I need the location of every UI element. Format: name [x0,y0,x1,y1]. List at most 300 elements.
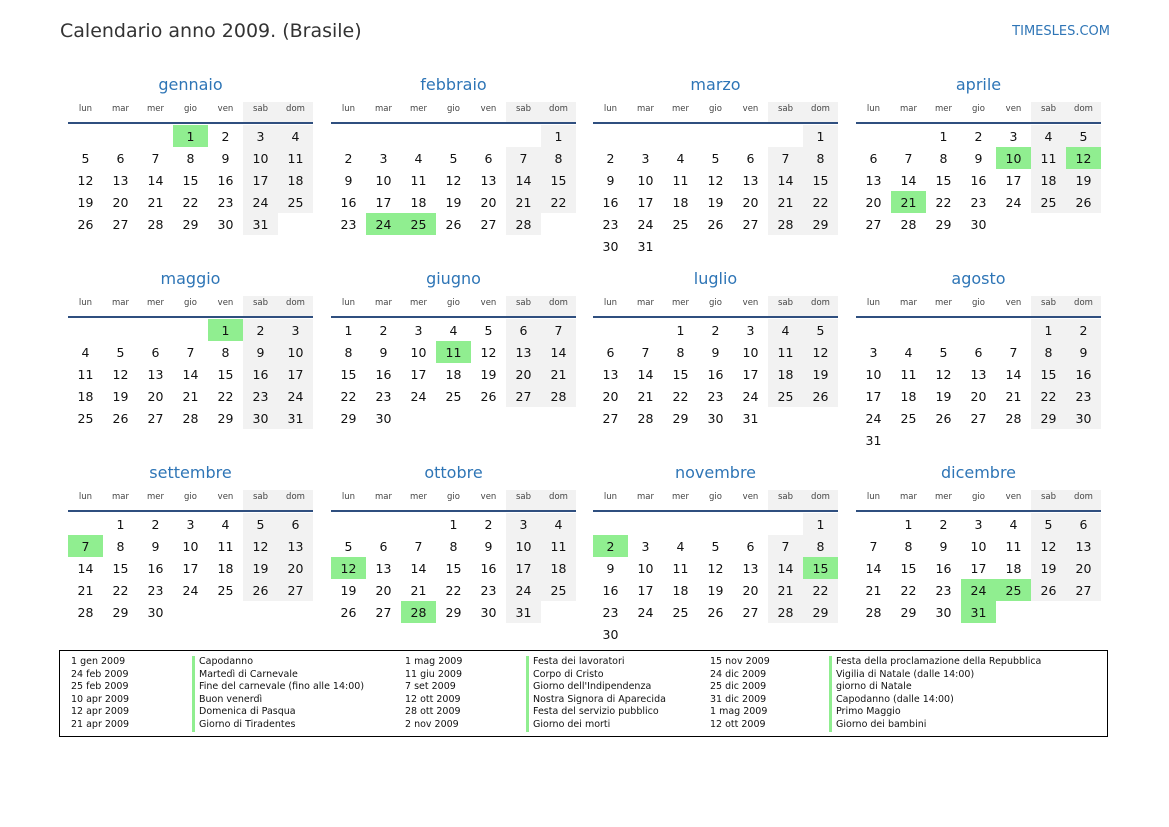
day-cell: 7 [904,150,913,166]
day-cell: 27 [480,216,497,232]
day-cell: 26 [340,604,357,620]
day-cell: 18 [278,169,313,191]
day-cell: 28 [147,216,164,232]
day-cell: 25 [217,582,234,598]
month-ottobre [331,460,576,623]
weekday-header [593,102,838,124]
month-marzo [593,72,838,257]
day-cell: 15 [217,366,234,382]
day-cell: 13 [147,366,164,382]
day-cell: 30 [1066,407,1101,429]
weekday-label: sab [243,490,278,510]
day-cell: 10 [970,538,987,554]
holiday-name: Capodanno [192,656,253,669]
day-cell: 21 [768,191,803,213]
day-cell: 13 [112,172,129,188]
weekday-label: mar [637,298,654,308]
day-cell: 11 [77,366,94,382]
day-cell: 3 [1009,128,1018,144]
holiday-day-cell: 1 [208,319,243,341]
day-cell: 24 [410,388,427,404]
day-cell: 30 [602,626,619,642]
day-cell: 29 [340,410,357,426]
empty-cell [506,125,541,147]
day-cell: 6 [1066,513,1101,535]
day-cell: 24 [742,388,759,404]
day-cell: 17 [506,557,541,579]
weekday-label: dom [803,102,838,122]
day-cell: 2 [484,516,493,532]
weekday-label: lun [341,104,356,114]
weekday-label: ven [742,492,759,502]
empty-cell [856,513,891,535]
holiday-day-cell: 7 [68,535,103,557]
empty-cell [471,125,506,147]
day-cell: 7 [541,319,576,341]
weekday-label: dom [541,102,576,122]
empty-cell [628,513,663,535]
day-cell: 17 [742,366,759,382]
day-cell: 1 [1031,319,1066,341]
day-cell: 16 [707,366,724,382]
day-cell: 6 [746,538,755,554]
day-cell: 26 [935,410,952,426]
day-cell: 8 [803,535,838,557]
weekday-label: lun [866,298,881,308]
day-cell: 30 [375,410,392,426]
day-grid [68,513,313,623]
weekday-label: mer [409,298,427,308]
day-cell: 3 [379,150,388,166]
weekday-label: mar [900,492,917,502]
holiday-date: 28 ott 2009 [405,706,461,718]
day-cell: 19 [340,582,357,598]
empty-cell [138,319,173,341]
day-cell: 10 [865,366,882,382]
holiday-date: 24 dic 2009 [710,668,767,680]
weekday-label: ven [217,298,234,308]
month-maggio [68,266,313,429]
empty-cell [331,513,366,535]
day-cell: 15 [900,560,917,576]
day-cell: 11 [1005,538,1022,554]
weekday-header [331,296,576,318]
day-cell: 21 [541,363,576,385]
day-cell: 19 [445,194,462,210]
day-cell: 28 [865,604,882,620]
weekday-label: ven [742,298,759,308]
day-cell: 9 [379,344,388,360]
day-cell: 7 [1009,344,1018,360]
day-cell: 7 [414,538,423,554]
day-cell: 13 [480,172,497,188]
day-cell: 15 [112,560,129,576]
day-cell: 6 [974,344,983,360]
day-cell: 20 [506,363,541,385]
day-cell: 19 [243,557,278,579]
day-cell: 12 [803,341,838,363]
day-cell: 19 [77,194,94,210]
day-cell: 22 [803,579,838,601]
weekday-label: ven [1005,104,1022,114]
day-grid [331,125,576,235]
day-cell: 3 [641,150,650,166]
day-cell: 2 [974,128,983,144]
holiday-day-cell: 11 [436,341,471,363]
day-cell: 26 [1031,579,1066,601]
empty-cell [926,319,961,341]
day-cell: 2 [606,150,615,166]
day-cell: 13 [865,172,882,188]
day-cell: 14 [900,172,917,188]
weekday-label: ven [480,298,497,308]
day-cell: 10 [637,560,654,576]
weekday-label: dom [541,490,576,510]
day-cell: 15 [445,560,462,576]
day-cell: 4 [81,344,90,360]
day-cell: 6 [484,150,493,166]
holiday-name: Nostra Signora di Aparecida [526,694,666,707]
day-cell: 11 [768,341,803,363]
holiday-day-cell: 28 [401,601,436,623]
day-cell: 15 [182,172,199,188]
day-cell: 16 [970,172,987,188]
month-aprile [856,72,1101,235]
weekday-label: gio [184,298,197,308]
day-cell: 19 [1066,169,1101,191]
holiday-date: 24 feb 2009 [71,668,129,680]
day-cell: 27 [506,385,541,407]
holiday-date: 1 mag 2009 [710,706,768,718]
holiday-day-cell: 15 [803,557,838,579]
day-cell: 11 [1031,147,1066,169]
holiday-date: 11 giu 2009 [405,668,462,680]
empty-cell [856,319,891,341]
weekday-label: lun [78,104,93,114]
day-cell: 22 [217,388,234,404]
holiday-name: Festa dei lavoratori [526,656,625,669]
weekday-label: mer [409,492,427,502]
empty-cell [593,319,628,341]
day-cell: 27 [147,410,164,426]
day-cell: 2 [344,150,353,166]
empty-cell [103,125,138,147]
day-cell: 16 [935,560,952,576]
day-cell: 11 [672,172,689,188]
day-cell: 26 [77,216,94,232]
day-cell: 30 [147,604,164,620]
day-cell: 5 [803,319,838,341]
weekday-label: sab [768,296,803,316]
day-cell: 9 [974,150,983,166]
day-cell: 16 [217,172,234,188]
day-cell: 31 [243,213,278,235]
day-cell: 22 [900,582,917,598]
day-cell: 18 [445,366,462,382]
holiday-name: Festa della proclamazione della Repubblica [829,656,1041,669]
holiday-date: 21 apr 2009 [71,718,130,730]
holiday-day-cell: 25 [401,213,436,235]
holiday-date: 1 gen 2009 [71,656,126,667]
day-cell: 6 [379,538,388,554]
day-cell: 28 [900,216,917,232]
month-giugno [331,266,576,429]
site-link[interactable]: TIMESLES.COM [1012,24,1110,39]
day-cell: 11 [541,535,576,557]
day-cell: 30 [935,604,952,620]
weekday-label: dom [541,296,576,316]
day-cell: 7 [768,147,803,169]
holiday-date: 31 dic 2009 [710,693,767,705]
day-cell: 19 [707,582,724,598]
weekday-header [331,490,576,512]
holiday-date: 12 apr 2009 [71,706,130,718]
day-cell: 6 [151,344,160,360]
weekday-label: mar [375,492,392,502]
day-grid [331,513,576,623]
page-title: Calendario anno 2009. (Brasile) [60,20,362,42]
day-cell: 21 [410,582,427,598]
holiday-date: 25 dic 2009 [710,681,767,693]
day-cell: 17 [1005,172,1022,188]
empty-cell [733,513,768,535]
day-cell: 5 [711,538,720,554]
empty-cell [628,319,663,341]
day-cell: 22 [445,582,462,598]
day-cell: 31 [637,238,654,254]
day-cell: 3 [243,125,278,147]
weekday-label: mar [637,104,654,114]
day-cell: 18 [410,194,427,210]
weekday-label: dom [1066,296,1101,316]
weekday-label: sab [243,296,278,316]
day-cell: 29 [803,601,838,623]
day-cell: 25 [672,604,689,620]
day-cell: 9 [606,172,615,188]
day-cell: 23 [970,194,987,210]
day-cell: 5 [449,150,458,166]
day-cell: 7 [768,535,803,557]
day-cell: 5 [243,513,278,535]
month-febbraio [331,72,576,235]
day-cell: 3 [414,322,423,338]
day-cell: 23 [375,388,392,404]
weekday-label: mer [671,492,689,502]
day-cell: 19 [803,363,838,385]
holiday-name: Giorno di Tiradentes [192,719,295,732]
weekday-label: mer [934,104,952,114]
day-cell: 2 [711,322,720,338]
weekday-header [68,102,313,124]
weekday-header [593,490,838,512]
day-cell: 1 [803,125,838,147]
day-cell: 25 [672,216,689,232]
day-cell: 27 [865,216,882,232]
day-cell: 15 [340,366,357,382]
weekday-label: ven [1005,298,1022,308]
day-cell: 8 [186,150,195,166]
day-cell: 17 [637,194,654,210]
weekday-label: mar [375,298,392,308]
day-cell: 9 [939,538,948,554]
day-cell: 27 [375,604,392,620]
day-cell: 17 [182,560,199,576]
weekday-label: lun [603,104,618,114]
day-cell: 8 [676,344,685,360]
day-cell: 22 [1031,385,1066,407]
day-cell: 2 [1066,319,1101,341]
day-cell: 14 [637,366,654,382]
weekday-label: gio [972,298,985,308]
day-cell: 15 [935,172,952,188]
day-cell: 16 [147,560,164,576]
weekday-label: dom [278,490,313,510]
day-cell: 2 [151,516,160,532]
day-cell: 10 [742,344,759,360]
holiday-name: Primo Maggio [829,706,901,719]
empty-cell [663,125,698,147]
day-cell: 14 [768,169,803,191]
day-cell: 15 [1031,363,1066,385]
day-cell: 7 [506,147,541,169]
day-cell: 9 [711,344,720,360]
day-cell: 22 [935,194,952,210]
empty-cell [138,125,173,147]
weekday-header [856,296,1101,318]
holiday-date: 7 set 2009 [405,681,456,693]
day-cell: 11 [410,172,427,188]
day-cell: 12 [445,172,462,188]
empty-cell [961,319,996,341]
day-cell: 3 [278,319,313,341]
day-cell: 21 [147,194,164,210]
day-cell: 24 [182,582,199,598]
day-cell: 12 [1031,535,1066,557]
day-cell: 7 [869,538,878,554]
weekday-label: mer [409,104,427,114]
day-cell: 27 [742,604,759,620]
day-cell: 12 [77,172,94,188]
day-cell: 20 [742,582,759,598]
day-cell: 28 [77,604,94,620]
weekday-label: mar [637,492,654,502]
day-cell: 31 [865,432,882,448]
day-cell: 4 [676,538,685,554]
day-cell: 4 [768,319,803,341]
day-cell: 8 [1031,341,1066,363]
holiday-date: 15 nov 2009 [710,656,770,667]
day-cell: 4 [414,150,423,166]
empty-cell [173,319,208,341]
empty-cell [593,513,628,535]
day-cell: 5 [344,538,353,554]
day-cell: 16 [375,366,392,382]
empty-cell [68,513,103,535]
day-cell: 8 [116,538,125,554]
day-cell: 12 [935,366,952,382]
day-cell: 1 [676,322,685,338]
day-cell: 22 [182,194,199,210]
month-name: dicembre [940,463,1017,482]
holiday-day-cell: 25 [996,579,1031,601]
empty-cell [401,125,436,147]
weekday-label: mar [112,492,129,502]
weekday-label: sab [506,296,541,316]
holiday-name: Fine del carnevale (fino alle 14:00) [192,681,364,694]
holiday-day-cell: 10 [996,147,1031,169]
day-cell: 27 [970,410,987,426]
day-cell: 3 [506,513,541,535]
weekday-label: lun [78,298,93,308]
day-cell: 1 [116,516,125,532]
day-cell: 27 [602,410,619,426]
month-name: gennaio [158,75,223,94]
empty-cell [103,319,138,341]
day-cell: 25 [768,385,803,407]
day-cell: 17 [637,582,654,598]
day-cell: 2 [379,322,388,338]
empty-cell [768,513,803,535]
holiday-list [59,650,1108,737]
weekday-label: mar [112,104,129,114]
day-cell: 9 [151,538,160,554]
day-cell: 23 [935,582,952,598]
day-cell: 24 [278,385,313,407]
day-cell: 21 [506,191,541,213]
month-name: giugno [426,269,481,288]
day-cell: 24 [1005,194,1022,210]
day-cell: 25 [900,410,917,426]
day-cell: 10 [637,172,654,188]
day-cell: 16 [602,582,619,598]
day-cell: 18 [768,363,803,385]
day-cell: 4 [1031,125,1066,147]
day-cell: 19 [935,388,952,404]
weekday-label: sab [243,102,278,122]
day-cell: 21 [1005,388,1022,404]
day-cell: 6 [116,150,125,166]
day-cell: 27 [1066,579,1101,601]
day-cell: 24 [637,216,654,232]
day-cell: 21 [182,388,199,404]
day-cell: 25 [77,410,94,426]
day-cell: 8 [449,538,458,554]
day-cell: 17 [410,366,427,382]
day-cell: 6 [278,513,313,535]
weekday-label: dom [1066,490,1101,510]
holiday-name: Corpo di Cristo [526,669,604,682]
day-cell: 23 [602,604,619,620]
month-settembre [68,460,313,623]
weekday-label: gio [447,492,460,502]
day-grid [68,319,313,429]
empty-cell [996,319,1031,341]
day-cell: 9 [344,172,353,188]
holiday-day-cell: 31 [961,601,996,623]
day-cell: 9 [606,560,615,576]
day-cell: 21 [77,582,94,598]
weekday-label: lun [603,492,618,502]
day-grid [593,319,838,429]
day-cell: 26 [243,579,278,601]
day-cell: 8 [904,538,913,554]
day-grid [593,125,838,257]
weekday-label: gio [447,298,460,308]
day-cell: 18 [672,194,689,210]
day-cell: 4 [278,125,313,147]
weekday-label: ven [742,104,759,114]
holiday-day-cell: 12 [331,557,366,579]
